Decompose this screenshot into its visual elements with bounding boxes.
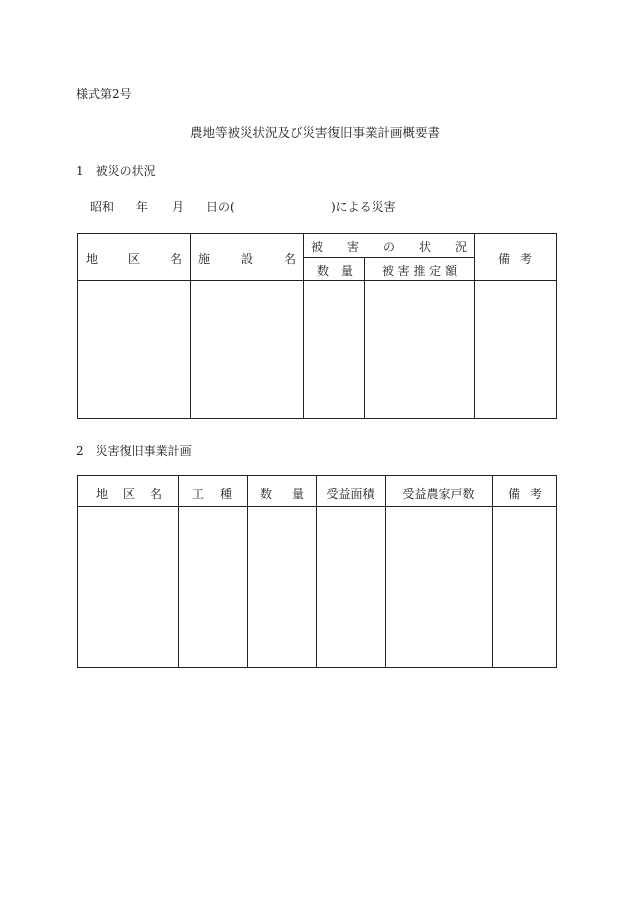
header2-benefit-area: 受益面積 — [326, 487, 375, 501]
section2-heading: 2 災害復旧事業計画 — [76, 444, 192, 458]
section1-heading: 1 被災の状況 — [76, 164, 156, 178]
date-day: 日の( — [206, 200, 235, 214]
header-remarks: 備 考 — [498, 252, 532, 266]
recovery-plan-table — [77, 475, 557, 668]
header2-quantity: 数 量 — [260, 487, 304, 501]
header-estimated-damage: 被 害 推 定 額 — [381, 264, 458, 278]
date-month: 月 — [172, 200, 185, 214]
date-cause: )による災害 — [331, 200, 396, 214]
date-year: 年 — [136, 200, 149, 214]
date-era: 昭和 — [90, 200, 115, 214]
header2-benefit-households: 受益農家戸数 — [402, 487, 475, 501]
header2-work-type: 工 種 — [192, 487, 232, 501]
header2-district: 地 区 名 — [96, 487, 162, 501]
header-damage-status: 被 害 の 状 況 — [311, 240, 467, 254]
damage-status-table — [77, 233, 557, 419]
header-facility: 施 設 名 — [198, 252, 296, 266]
form-number: 様式第2号 — [76, 87, 132, 101]
document-title: 農地等被災状況及び災害復旧事業計画概要書 — [189, 125, 440, 140]
header-district: 地 区 名 — [86, 252, 182, 266]
header-quantity: 数 量 — [317, 264, 353, 278]
header2-remarks: 備 考 — [508, 487, 542, 501]
